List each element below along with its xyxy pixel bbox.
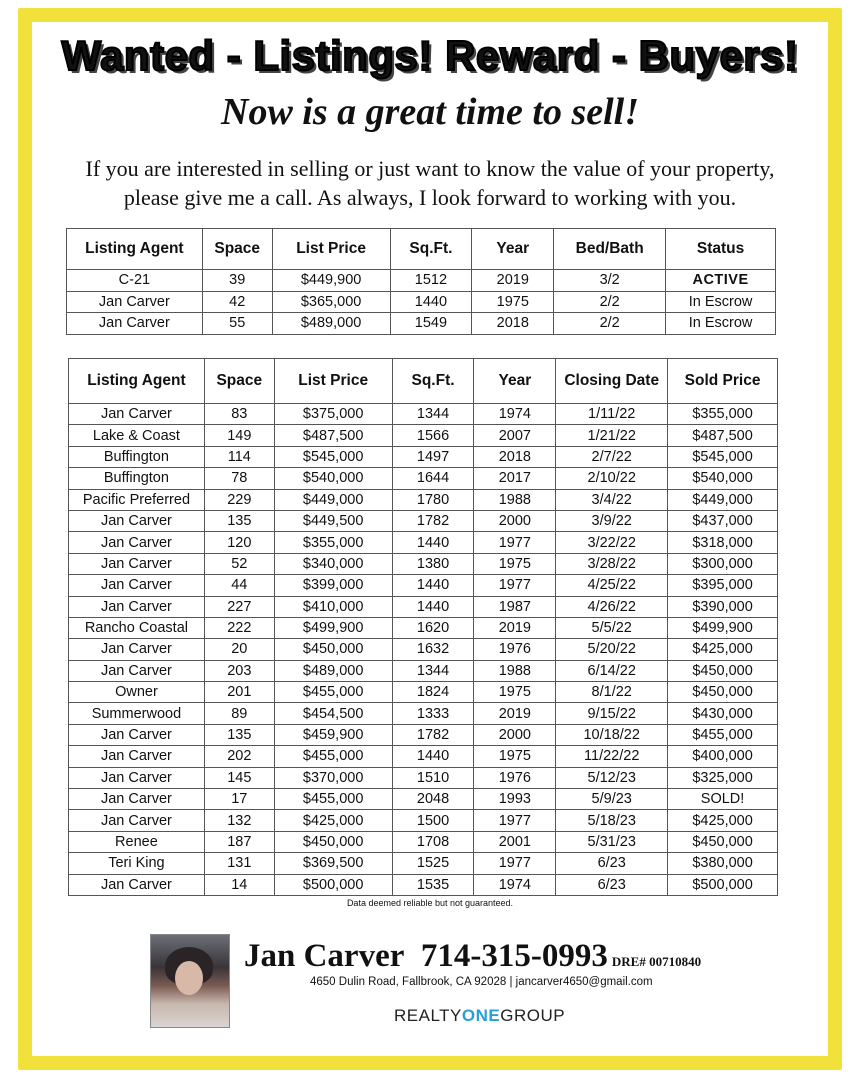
table-cell: 3/2 [554,270,666,292]
table-cell: $430,000 [668,703,778,724]
agent-dre: DRE# 00710840 [611,954,702,969]
sold-listing-row [69,510,778,531]
column-header: Space [202,229,272,270]
table-cell: 6/23 [556,853,668,874]
table-cell: 1977 [474,853,556,874]
table-cell: $375,000 [274,404,392,425]
table-cell: 1440 [392,746,474,767]
table-cell: $500,000 [274,874,392,895]
column-header: Listing Agent [67,229,203,270]
brand-suffix: GROUP [500,1006,566,1025]
table-cell: 2000 [474,724,556,745]
table-cell: Jan Carver [69,639,205,660]
table-cell: 11/22/22 [556,746,668,767]
table-cell: Jan Carver [69,789,205,810]
table-cell: $380,000 [668,853,778,874]
table-cell: Buffington [69,468,205,489]
table-cell: 42 [202,291,272,313]
column-header: Status [666,229,776,270]
column-header: List Price [272,229,390,270]
table-cell: 1988 [474,660,556,681]
table-cell: $450,000 [668,660,778,681]
table-cell: 1525 [392,853,474,874]
table-cell: 1333 [392,703,474,724]
table-cell: 120 [204,532,274,553]
table-cell: Buffington [69,446,205,467]
table-cell: $487,500 [668,425,778,446]
sold-listing-row [69,553,778,574]
table-cell: 14 [204,874,274,895]
table-cell: $450,000 [668,831,778,852]
sold-listing-row [69,853,778,874]
table-cell: 187 [204,831,274,852]
table-cell: 1977 [474,810,556,831]
table-cell: 52 [204,553,274,574]
table-cell: $455,000 [274,789,392,810]
table-cell: $499,900 [274,617,392,638]
table-cell: 1975 [472,291,554,313]
table-cell: $455,000 [668,724,778,745]
sold-listing-row [69,446,778,467]
table-cell: 1987 [474,596,556,617]
table-cell: 39 [202,270,272,292]
table-cell: 1977 [474,575,556,596]
table-cell: 2019 [474,703,556,724]
sold-listing-row [69,575,778,596]
column-header: List Price [274,359,392,404]
column-header: Year [472,229,554,270]
table-cell: 5/5/22 [556,617,668,638]
sold-listing-row [69,682,778,703]
table-cell: 222 [204,617,274,638]
table-cell: Jan Carver [69,510,205,531]
column-header: Year [474,359,556,404]
table-cell: 1549 [390,313,472,335]
table-cell: 1566 [392,425,474,446]
brand-middle: ONE [461,1006,501,1025]
table-cell: 1440 [392,532,474,553]
agent-contact-line [244,938,701,975]
table-cell: In Escrow [666,291,776,313]
table-cell: Summerwood [69,703,205,724]
table-cell: Jan Carver [67,313,203,335]
sold-table-body [69,404,778,896]
sold-listing-row [69,746,778,767]
table-cell: Owner [69,682,205,703]
table-cell: 1344 [392,660,474,681]
table-cell: $450,000 [274,639,392,660]
sold-listing-row [69,789,778,810]
table-cell: $449,500 [274,510,392,531]
active-listing-row [67,313,776,335]
table-cell: $410,000 [274,596,392,617]
table-cell: $369,500 [274,853,392,874]
table-cell: 5/12/23 [556,767,668,788]
table-cell: Jan Carver [69,724,205,745]
sold-listing-row [69,703,778,724]
headline: Wanted - Listings! Reward - Buyers! [61,32,799,79]
table-cell: 135 [204,510,274,531]
table-cell: Pacific Preferred [69,489,205,510]
table-cell: 2018 [474,446,556,467]
table-cell: $449,000 [668,489,778,510]
active-table-header [67,229,776,270]
table-cell: 1632 [392,639,474,660]
table-cell: $425,000 [668,639,778,660]
sold-listing-row [69,404,778,425]
column-header: Closing Date [556,359,668,404]
table-cell: 1/11/22 [556,404,668,425]
sold-listing-row [69,489,778,510]
intro-text [52,154,808,212]
table-cell: 1974 [474,874,556,895]
table-cell: 5/20/22 [556,639,668,660]
table-cell: 202 [204,746,274,767]
table-cell: $325,000 [668,767,778,788]
column-header: Sold Price [668,359,778,404]
active-listing-row [67,291,776,313]
table-cell: In Escrow [666,313,776,335]
table-cell: $425,000 [274,810,392,831]
table-cell: 1644 [392,468,474,489]
table-cell: $489,000 [272,313,390,335]
table-cell: $455,000 [274,682,392,703]
table-cell: $454,500 [274,703,392,724]
sold-listing-row [69,639,778,660]
table-cell: $449,000 [274,489,392,510]
intro-line-2: please give me a call. As always, I look forward to working with you. [123,185,737,210]
table-cell: $355,000 [274,532,392,553]
table-cell: 2019 [474,617,556,638]
table-cell: 10/18/22 [556,724,668,745]
sold-listing-row [69,468,778,489]
table-cell: 9/15/22 [556,703,668,724]
column-header: Sq.Ft. [392,359,474,404]
table-cell: 44 [204,575,274,596]
table-cell: Lake & Coast [69,425,205,446]
table-cell: 1440 [392,575,474,596]
table-cell: $370,000 [274,767,392,788]
table-cell: $450,000 [274,831,392,852]
table-cell: 1620 [392,617,474,638]
table-cell: Jan Carver [69,532,205,553]
table-cell: $545,000 [668,446,778,467]
table-cell: 3/9/22 [556,510,668,531]
table-cell: 8/1/22 [556,682,668,703]
table-cell: Jan Carver [69,746,205,767]
table-cell: 1497 [392,446,474,467]
table-cell: $455,000 [274,746,392,767]
table-cell: $487,500 [274,425,392,446]
table-cell: 1993 [474,789,556,810]
table-cell: 1782 [392,510,474,531]
table-cell: 89 [204,703,274,724]
table-cell: $399,000 [274,575,392,596]
table-cell: $540,000 [668,468,778,489]
table-cell: $395,000 [668,575,778,596]
table-cell: 149 [204,425,274,446]
table-cell: $540,000 [274,468,392,489]
table-cell: $340,000 [274,553,392,574]
table-cell: 1824 [392,682,474,703]
table-cell: $437,000 [668,510,778,531]
table-cell: 55 [202,313,272,335]
table-cell: 1975 [474,553,556,574]
table-cell: 1780 [392,489,474,510]
table-cell: 3/28/22 [556,553,668,574]
table-cell: ACTIVE [666,270,776,292]
table-cell: Jan Carver [69,767,205,788]
sold-listing-row [69,660,778,681]
sold-listing-row [69,767,778,788]
table-cell: 2/7/22 [556,446,668,467]
table-cell: 6/14/22 [556,660,668,681]
sold-listing-row [69,874,778,895]
table-cell: Teri King [69,853,205,874]
table-cell: $489,000 [274,660,392,681]
table-cell: Jan Carver [67,291,203,313]
flyer-content [32,22,828,1056]
table-cell: $365,000 [272,291,390,313]
table-cell: $318,000 [668,532,778,553]
table-cell: $355,000 [668,404,778,425]
active-listings-table [66,228,776,335]
table-cell: 201 [204,682,274,703]
table-cell: $450,000 [668,682,778,703]
table-cell: 20 [204,639,274,660]
table-cell: 145 [204,767,274,788]
table-cell: $499,900 [668,617,778,638]
table-cell: 1510 [392,767,474,788]
table-cell: Jan Carver [69,404,205,425]
table-cell: 229 [204,489,274,510]
table-cell: $400,000 [668,746,778,767]
sold-table-header [69,359,778,404]
agent-address: 4650 Dulin Road, Fallbrook, CA 92028 | jancarver4650@gmail.com [310,976,653,988]
table-cell: 1976 [474,767,556,788]
table-cell: 1512 [390,270,472,292]
sold-listing-row [69,617,778,638]
table-cell: 1380 [392,553,474,574]
table-cell: C-21 [67,270,203,292]
table-cell: 2/2 [554,313,666,335]
table-cell: 1535 [392,874,474,895]
sold-listing-row [69,596,778,617]
disclaimer: Data deemed reliable but not guaranteed. [346,898,514,908]
table-cell: 3/4/22 [556,489,668,510]
column-header: Sq.Ft. [390,229,472,270]
table-cell: 5/31/23 [556,831,668,852]
table-cell: 2019 [472,270,554,292]
table-cell: 135 [204,724,274,745]
table-cell: $545,000 [274,446,392,467]
table-cell: Rancho Coastal [69,617,205,638]
table-cell: 1440 [392,596,474,617]
table-cell: 1974 [474,404,556,425]
table-cell: 5/18/23 [556,810,668,831]
sold-listing-row [69,425,778,446]
table-cell: 114 [204,446,274,467]
table-cell: 2/10/22 [556,468,668,489]
agent-name: Jan Carver [244,938,405,974]
table-cell: $390,000 [668,596,778,617]
table-cell: Jan Carver [69,810,205,831]
brand-prefix: REALTY [394,1006,462,1025]
table-cell: 2001 [474,831,556,852]
sold-listing-row [69,831,778,852]
table-cell: Jan Carver [69,660,205,681]
table-cell: 1975 [474,746,556,767]
table-cell: 83 [204,404,274,425]
table-cell: 1708 [392,831,474,852]
column-header: Space [204,359,274,404]
sold-listing-row [69,724,778,745]
table-cell: 17 [204,789,274,810]
table-cell: 203 [204,660,274,681]
active-listing-row [67,270,776,292]
active-table-body [67,270,776,335]
table-cell: 132 [204,810,274,831]
table-cell: Jan Carver [69,553,205,574]
subhead: Now is a great time to sell! [221,91,639,133]
table-cell: 5/9/23 [556,789,668,810]
table-cell: 2018 [472,313,554,335]
table-cell: Jan Carver [69,575,205,596]
table-cell: SOLD! [668,789,778,810]
table-cell: 2007 [474,425,556,446]
table-cell: 1344 [392,404,474,425]
table-cell: 227 [204,596,274,617]
intro-line-1: If you are interested in selling or just want to know the value of your property, [85,156,775,181]
table-cell: 3/22/22 [556,532,668,553]
table-cell: 78 [204,468,274,489]
table-cell: 4/25/22 [556,575,668,596]
table-cell: 1782 [392,724,474,745]
table-cell: $425,000 [668,810,778,831]
column-header: Bed/Bath [554,229,666,270]
sold-listing-row [69,810,778,831]
table-cell: 1500 [392,810,474,831]
table-cell: Jan Carver [69,596,205,617]
table-cell: 1976 [474,639,556,660]
table-cell: $500,000 [668,874,778,895]
table-cell: Jan Carver [69,874,205,895]
table-cell: $300,000 [668,553,778,574]
table-cell: $449,900 [272,270,390,292]
agent-photo [150,934,230,1028]
table-cell: 1977 [474,532,556,553]
table-cell: 6/23 [556,874,668,895]
table-cell: $459,900 [274,724,392,745]
table-cell: 2017 [474,468,556,489]
table-cell: 1975 [474,682,556,703]
table-cell: 1988 [474,489,556,510]
table-cell: 1440 [390,291,472,313]
table-cell: 1/21/22 [556,425,668,446]
table-cell: 131 [204,853,274,874]
sold-listing-row [69,532,778,553]
table-cell: 2000 [474,510,556,531]
sold-listings-table [68,358,778,896]
table-cell: 4/26/22 [556,596,668,617]
agent-phone[interactable]: 714-315-0993 [420,938,608,974]
table-cell: Renee [69,831,205,852]
table-cell: 2/2 [554,291,666,313]
column-header: Listing Agent [69,359,205,404]
table-cell: 2048 [392,789,474,810]
realty-one-group-logo [394,1006,565,1026]
